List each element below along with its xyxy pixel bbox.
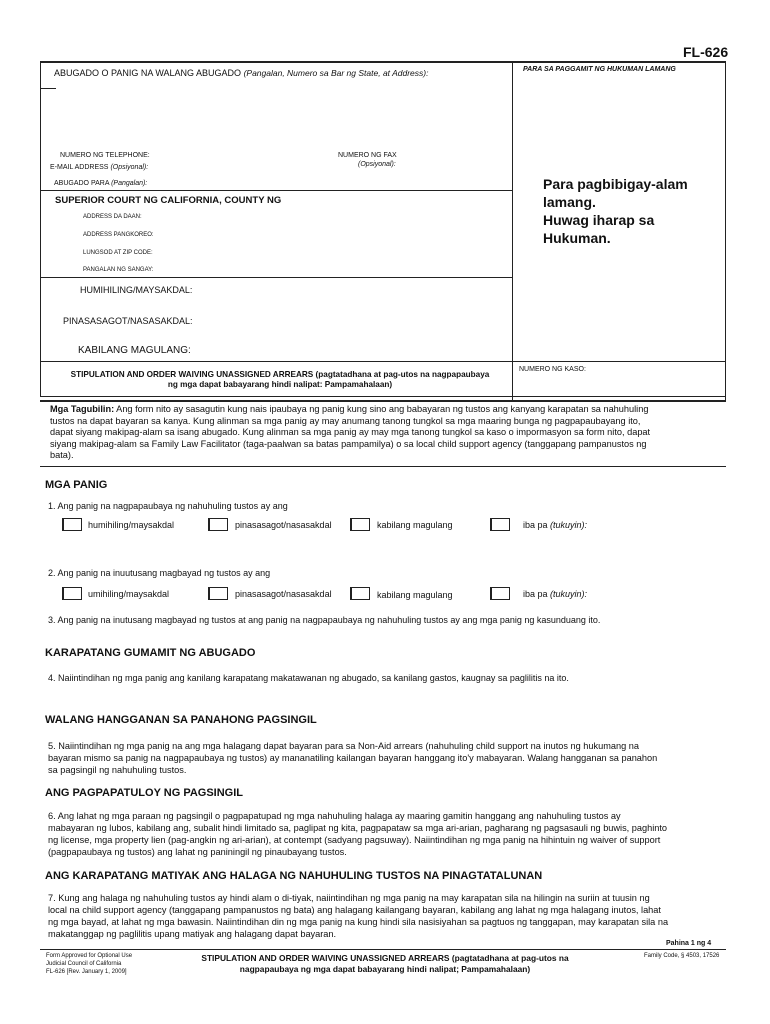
determine-arrears-heading: ANG KARAPATANG MATIYAK ANG HALAGA NG NAHUHULING TUSTOS NA PINAGTATALUNAN xyxy=(45,870,543,882)
respondent-label: PINASASAGOT/NASASAKDAL: xyxy=(63,316,193,326)
q2-label-respondent: pinasasagot/nasasakdal xyxy=(235,589,332,599)
court-title: SUPERIOR COURT NG CALIFORNIA, COUNTY NG xyxy=(55,195,282,206)
q1-checkbox-other[interactable] xyxy=(490,518,510,531)
q2-label-petitioner: umihiling/maysakdal xyxy=(88,589,170,599)
question-2: 2. Ang panig na inuutusang magbayad ng tustos ay ang xyxy=(48,568,271,578)
info-notice: Para pagbibigay-alam lamang. Huwag iharap sa Hukuman. xyxy=(543,176,688,246)
attorney-right-heading: KARAPATANG GUMAMIT NG ABUGADO xyxy=(45,647,256,659)
case-number-label: NUMERO NG KASO: xyxy=(519,366,586,373)
q2-label-other: iba pa (tukuyin): xyxy=(523,589,588,599)
q1-label-respondent: pinasasagot/nasasakdal xyxy=(235,520,332,530)
form-approval: Form Approved for Optional Use Judicial Council of California FL-626 [Rev. January 1, 2009] xyxy=(46,953,133,975)
instructions: Mga Tagubilin: Ang form nito ay sasagutin kung nais ipaubaya ng panig kung sino ang babayaran ng tustos ang kanyang karapatan sa nahuhuling tustos na dapat bayaran sa kanya. Kung alinman sa mga panig ay may anumang tanong tungkol sa mga maaring bunga ng pagpapaubayang ito, dapat siyang makipag-alam sa isang abugado. Kung alinman sa mga panig ay may mga tanong tungkol sa kaso o impormasyon sa form nito, dapat siyang makipag-alam sa Family Law Facilitator (taga-paalwan sa batas pampamilya) o sa local child support agency (tanggapang pampanustos ng bata). xyxy=(50,404,651,460)
page-number: Pahina 1 ng 4 xyxy=(666,940,712,947)
city-zip-label: LUNGSOD AT ZIP CODE: xyxy=(83,250,153,256)
q2-label-other-parent: kabilang magulang xyxy=(377,590,453,600)
branch-label: PANGALAN NG SANGAY: xyxy=(83,267,154,273)
address-street-label: ADDRESS DA DAAN: xyxy=(83,214,142,220)
question-1: 1. Ang panig na nagpapaubaya ng nahuhuling tustos ay ang xyxy=(48,501,288,511)
q1-checkbox-respondent[interactable] xyxy=(208,518,228,531)
section-4-text: 4. Naiintindihan ng mga panig ang kanilang karapatang makatawanan ng abugado, sa kanilang gastos, kaugnay sa paglilitis na ito. xyxy=(48,673,569,683)
q1-label-petitioner: humihiling/maysakdal xyxy=(88,520,175,530)
q1-label-other-parent: kabilang magulang xyxy=(377,520,453,530)
q2-checkbox-other[interactable] xyxy=(490,587,510,600)
q2-checkbox-respondent[interactable] xyxy=(208,587,228,600)
court-use-label: PARA SA PAGGAMIT NG HUKUMAN LAMANG xyxy=(523,66,676,73)
other-parent-label: KABILANG MAGULANG: xyxy=(78,345,191,356)
document-title: STIPULATION AND ORDER WAIVING UNASSIGNED ARREARS (pagtatadhana at pag-utos na nagpapaubaya ng mga dapat babayarang hindi nalipat: Pampamahalaan) xyxy=(70,370,490,389)
fax-hint: (Opsiyonal): xyxy=(358,161,396,168)
section-7-text: 7. Kung ang halaga ng nahuhuling tustos ay hindi alam o di-tiyak, naiintindihan ng mga panig na may karapatan sila na hilingin na suriin at tuusin ng local na child support agency (tanggapang pampanustos ng bata) ang halagang kailangang bayaran, kabilang ang lahat ng mga halagang inutos, lahat ng mga bayad, at lahat ng mga bawasin. Naiintindihan din ng mga panig na kung hindi sila nasisiyahan sa pagtuos ng tanggapan, may karapatan sila na makatanggap ng paglilitis upang matiyak ang halagang dapat bayaran. xyxy=(48,893,669,939)
section-6-text: 6. Ang lahat ng mga paraan ng pagsingil o pagpapatupad ng mga nahuhuling halaga ay maaring gamitin hanggang ang nahuhuling tustos ay mabayaran ng lubos, kabilang ang, subalit hindi limitado sa, paglipat ng kita, pagpapataw sa mga ari-arian, pagharang ng pagsasauli ng buwis, paghinto ng license, mga property lien (pag-angkin ng ari-arian), at contempt (sadyang pagsuway). Naiintindihan ng mga panig na hihintuin ng waiver of support (pagpapaubaya ng tustos) ang lahat ng paniningil ng pinaubayang tustos. xyxy=(48,811,668,857)
address-mail-label: ADDRESS PANGKOREO: xyxy=(83,232,154,238)
question-3: 3. Ang panig na inutusang magbayad ng tustos at ang panig na nagpapaubaya ng nahuhuling tustos ay ang mga panig ng kasunduang ito. xyxy=(48,615,601,625)
email-label: E-MAIL ADDRESS (Opsiyonal): xyxy=(50,164,149,171)
q1-checkbox-petitioner[interactable] xyxy=(62,518,82,531)
telephone-label: NUMERO NG TELEPHONE: xyxy=(60,152,150,159)
q2-checkbox-other-parent[interactable] xyxy=(350,587,370,600)
attorney-for-label: ABUGADO PARA (Pangalan): xyxy=(54,180,148,187)
q2-checkbox-petitioner[interactable] xyxy=(62,587,82,600)
code-reference: Family Code, § 4503, 17526 xyxy=(644,953,720,959)
no-time-limit-heading: WALANG HANGGANAN SA PANAHONG PAGSINGIL xyxy=(45,714,317,726)
q1-checkbox-other-parent[interactable] xyxy=(350,518,370,531)
continued-collection-heading: ANG PAGPAPATULOY NG PAGSINGIL xyxy=(45,787,244,799)
fax-label: NUMERO NG FAX xyxy=(338,152,397,159)
form-number: FL-626 xyxy=(683,44,729,60)
parties-heading: MGA PANIG xyxy=(45,479,108,491)
footer-title: STIPULATION AND ORDER WAIVING UNASSIGNED ARREARS (pagtatadhana at pag-utos na nagpapaubaya ng mga dapat babayarang hindi nalipat; Pampamahalaan) xyxy=(201,953,569,974)
attorney-label: ABUGADO O PANIG NA WALANG ABUGADO (Pangalan, Numero sa Bar ng State, at Address): xyxy=(54,68,429,78)
q1-label-other: iba pa (tukuyin): xyxy=(523,520,588,530)
petitioner-label: HUMIHILING/MAYSAKDAL: xyxy=(80,285,193,295)
section-5-text: 5. Naiintindihan ng mga panig na ang mga halagang dapat bayaran para sa Non-Aid arrears (nahuhuling child support na inutos ng hukumang na bayaran mismo sa panig na nagpapaubaya ng tustos) ay mananatiling kailangan bayaran hanggang ito'y mabayaran. Walang hangganan sa panahon sa pagsingil ng nahuhuling tustos. xyxy=(48,741,658,775)
